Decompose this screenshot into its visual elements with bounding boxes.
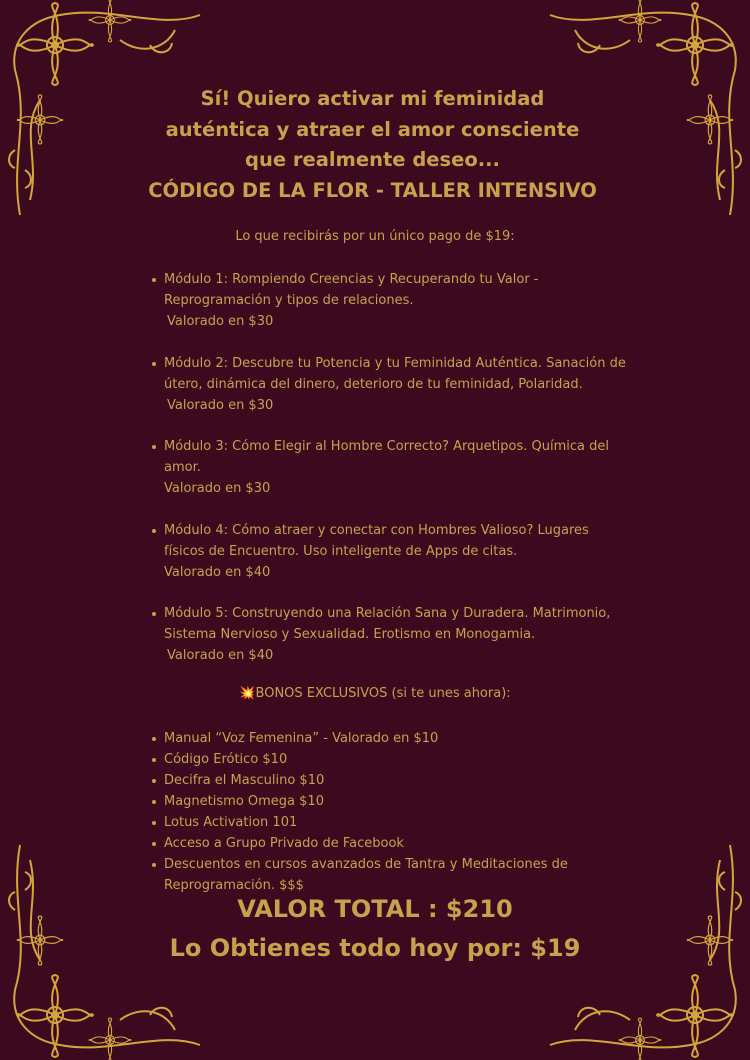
module-text: Módulo 2: Descubre tu Potencia y tu Feminidad Auténtica. Sanación de útero, dinámica del dinero, deterioro de tu feminidad, Polaridad. [164, 355, 626, 392]
module-text: Módulo 1: Rompiendo Creencias y Recuperando tu Valor - Reprogramación y tipos de relaciones. [164, 272, 539, 308]
headline-line: Sí! Quiero activar mi feminidad [200, 87, 545, 110]
bonus-item: Manual “Voz Femenina” - Valorado en $10 [150, 728, 630, 749]
module-item [150, 353, 630, 416]
module-value: Valorado en $30 [167, 397, 274, 413]
module-item [150, 269, 630, 332]
bonus-item: Magnetismo Omega $10 [150, 791, 630, 812]
module-text: Módulo 5: Construyendo una Relación Sana y Duradera. Matrimonio, Sistema Nervioso y Sexualidad. Erotismo en Monogamia. [164, 606, 611, 642]
headline [120, 84, 625, 206]
module-value: Valorado en $30 [164, 481, 271, 496]
bonus-item: Código Erótico $10 [150, 749, 630, 770]
bonos-heading-text: BONOS EXCLUSIVOS (si te unes ahora): [255, 686, 511, 701]
bonos-list [150, 728, 630, 896]
module-value: Valorado en $30 [167, 314, 274, 329]
module-item [150, 603, 630, 666]
headline-line: auténtica y atraer el amor consciente [165, 117, 580, 141]
module-value: Valorado en $40 [164, 564, 271, 580]
bonos-heading [0, 686, 750, 701]
explosion-icon: 💥 [239, 686, 256, 701]
subtitle: Lo que recibirás por un único pago de $19: [235, 229, 515, 244]
bonus-item: Descuentos en cursos avanzados de Tantra y Meditaciones de Reprogramación. $$$ [150, 854, 630, 896]
module-item [150, 436, 630, 499]
modules-list [150, 269, 630, 687]
module-text: Módulo 4: Cómo atraer y conectar con Hombres Valioso? Lugares físicos de Encuentro. Uso inteligente de Apps de citas. [164, 522, 589, 559]
module-text: Módulo 3: Cómo Elegir al Hombre Correcto? Arquetipos. Química del amor. [164, 439, 609, 475]
headline-course-name: CÓDIGO DE LA FLOR - TALLER INTENSIVO [148, 178, 597, 202]
total-value: VALOR TOTAL : $210 [237, 895, 513, 923]
price-today: Lo Obtienes todo hoy por: $19 [169, 934, 581, 962]
bonus-item: Lotus Activation 101 [150, 812, 630, 833]
bonus-item: Acceso a Grupo Privado de Facebook [150, 833, 630, 854]
module-value: Valorado en $40 [167, 648, 274, 663]
module-item [150, 520, 630, 583]
bonus-item: Decifra el Masculino $10 [150, 770, 630, 791]
headline-line: que realmente deseo... [245, 148, 500, 171]
